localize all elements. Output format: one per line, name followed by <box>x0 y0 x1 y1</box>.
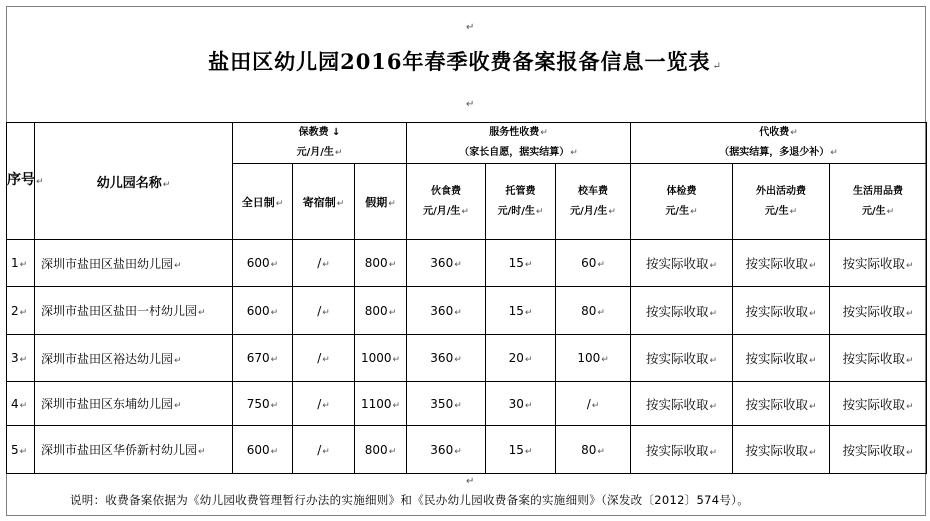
kindergarten-name: 深圳市盐田区盐田幼儿园↵ <box>35 240 233 287</box>
paragraph-mark: ↵ <box>466 22 475 33</box>
header-custody: 托管费 元/时/生↵ <box>486 164 556 240</box>
header-name: 幼儿园名称↵ <box>35 123 233 240</box>
table-row <box>7 287 927 335</box>
table-row <box>7 240 927 287</box>
meal-fee: 350↵ <box>407 382 486 426</box>
boarding-fee: /↵ <box>293 382 355 426</box>
exam-fee: 按实际收取↵ <box>631 335 733 382</box>
header-care-fee: 保教费 ↓ 元/月/生↵ <box>233 123 407 164</box>
bus-fee: 80↵ <box>556 426 631 474</box>
header-seq: 序号↵ <box>7 123 35 240</box>
header-service-fee: 服务性收费↵ （家长自愿，据实结算）↵ <box>407 123 631 164</box>
meal-fee: 360↵ <box>407 426 486 474</box>
full-day-fee: 600↵ <box>233 240 293 287</box>
bus-fee: /↵ <box>556 382 631 426</box>
supplies-fee: 按实际收取↵ <box>830 240 927 287</box>
holiday-fee: 1100↵ <box>355 382 407 426</box>
header-agent-fee: 代收费↵ （据实结算，多退少补）↵ <box>631 123 927 164</box>
outing-fee: 按实际收取↵ <box>733 287 830 335</box>
bus-fee: 60↵ <box>556 240 631 287</box>
full-day-fee: 670↵ <box>233 335 293 382</box>
header-meal: 伙食费 元/月/生↵ <box>407 164 486 240</box>
header-supplies: 生活用品费 元/生↵ <box>830 164 927 240</box>
supplies-fee: 按实际收取↵ <box>830 335 927 382</box>
holiday-fee: 800↵ <box>355 240 407 287</box>
table-row <box>7 335 927 382</box>
full-day-fee: 600↵ <box>233 287 293 335</box>
meal-fee: 360↵ <box>407 240 486 287</box>
row-index: 1↵ <box>7 240 35 287</box>
exam-fee: 按实际收取↵ <box>631 287 733 335</box>
document-title: 盐田区幼儿园2016年春季收费备案报备信息一览表 ↵ <box>208 49 722 74</box>
row-index: 4↵ <box>7 382 35 426</box>
paragraph-mark: ↵ <box>466 476 475 487</box>
custody-fee: 20↵ <box>486 335 556 382</box>
header-outing: 外出活动费 元/生↵ <box>733 164 830 240</box>
header-holiday: 假期↵ <box>355 164 407 240</box>
boarding-fee: /↵ <box>293 335 355 382</box>
fee-table <box>6 122 927 474</box>
custody-fee: 15↵ <box>486 426 556 474</box>
footnote: 说明：收费备案依据为《幼儿园收费管理暂行办法的实施细则》和《民办幼儿园收费备案的实施细则》（深发改〔2012〕574号）。 <box>70 493 750 507</box>
kindergarten-name: 深圳市盐田区东埔幼儿园↵ <box>35 382 233 426</box>
meal-fee: 360↵ <box>407 287 486 335</box>
boarding-fee: /↵ <box>293 426 355 474</box>
exam-fee: 按实际收取↵ <box>631 382 733 426</box>
custody-fee: 15↵ <box>486 240 556 287</box>
row-index: 2↵ <box>7 287 35 335</box>
header-exam: 体检费 元/生↵ <box>631 164 733 240</box>
outing-fee: 按实际收取↵ <box>733 335 830 382</box>
exam-fee: 按实际收取↵ <box>631 240 733 287</box>
custody-fee: 30↵ <box>486 382 556 426</box>
outing-fee: 按实际收取↵ <box>733 382 830 426</box>
kindergarten-name: 深圳市盐田区盐田一村幼儿园↵ <box>35 287 233 335</box>
row-index: 3↵ <box>7 335 35 382</box>
holiday-fee: 1000↵ <box>355 335 407 382</box>
paragraph-mark: ↵ <box>466 99 475 110</box>
holiday-fee: 800↵ <box>355 287 407 335</box>
header-boarding: 寄宿制↵ <box>293 164 355 240</box>
row-index: 5↵ <box>7 426 35 474</box>
outing-fee: 按实际收取↵ <box>733 240 830 287</box>
kindergarten-name: 深圳市盐田区华侨新村幼儿园↵ <box>35 426 233 474</box>
table-row <box>7 382 927 426</box>
kindergarten-name: 深圳市盐田区裕达幼儿园↵ <box>35 335 233 382</box>
supplies-fee: 按实际收取↵ <box>830 287 927 335</box>
supplies-fee: 按实际收取↵ <box>830 382 927 426</box>
table-row <box>7 426 927 474</box>
bus-fee: 80↵ <box>556 287 631 335</box>
custody-fee: 15↵ <box>486 287 556 335</box>
header-bus: 校车费 元/月/生↵ <box>556 164 631 240</box>
exam-fee: 按实际收取↵ <box>631 426 733 474</box>
bus-fee: 100↵ <box>556 335 631 382</box>
boarding-fee: /↵ <box>293 287 355 335</box>
boarding-fee: /↵ <box>293 240 355 287</box>
outing-fee: 按实际收取↵ <box>733 426 830 474</box>
meal-fee: 360↵ <box>407 335 486 382</box>
full-day-fee: 600↵ <box>233 426 293 474</box>
header-row-groups <box>7 123 927 164</box>
supplies-fee: 按实际收取↵ <box>830 426 927 474</box>
full-day-fee: 750↵ <box>233 382 293 426</box>
header-full-day: 全日制↵ <box>233 164 293 240</box>
holiday-fee: 800↵ <box>355 426 407 474</box>
